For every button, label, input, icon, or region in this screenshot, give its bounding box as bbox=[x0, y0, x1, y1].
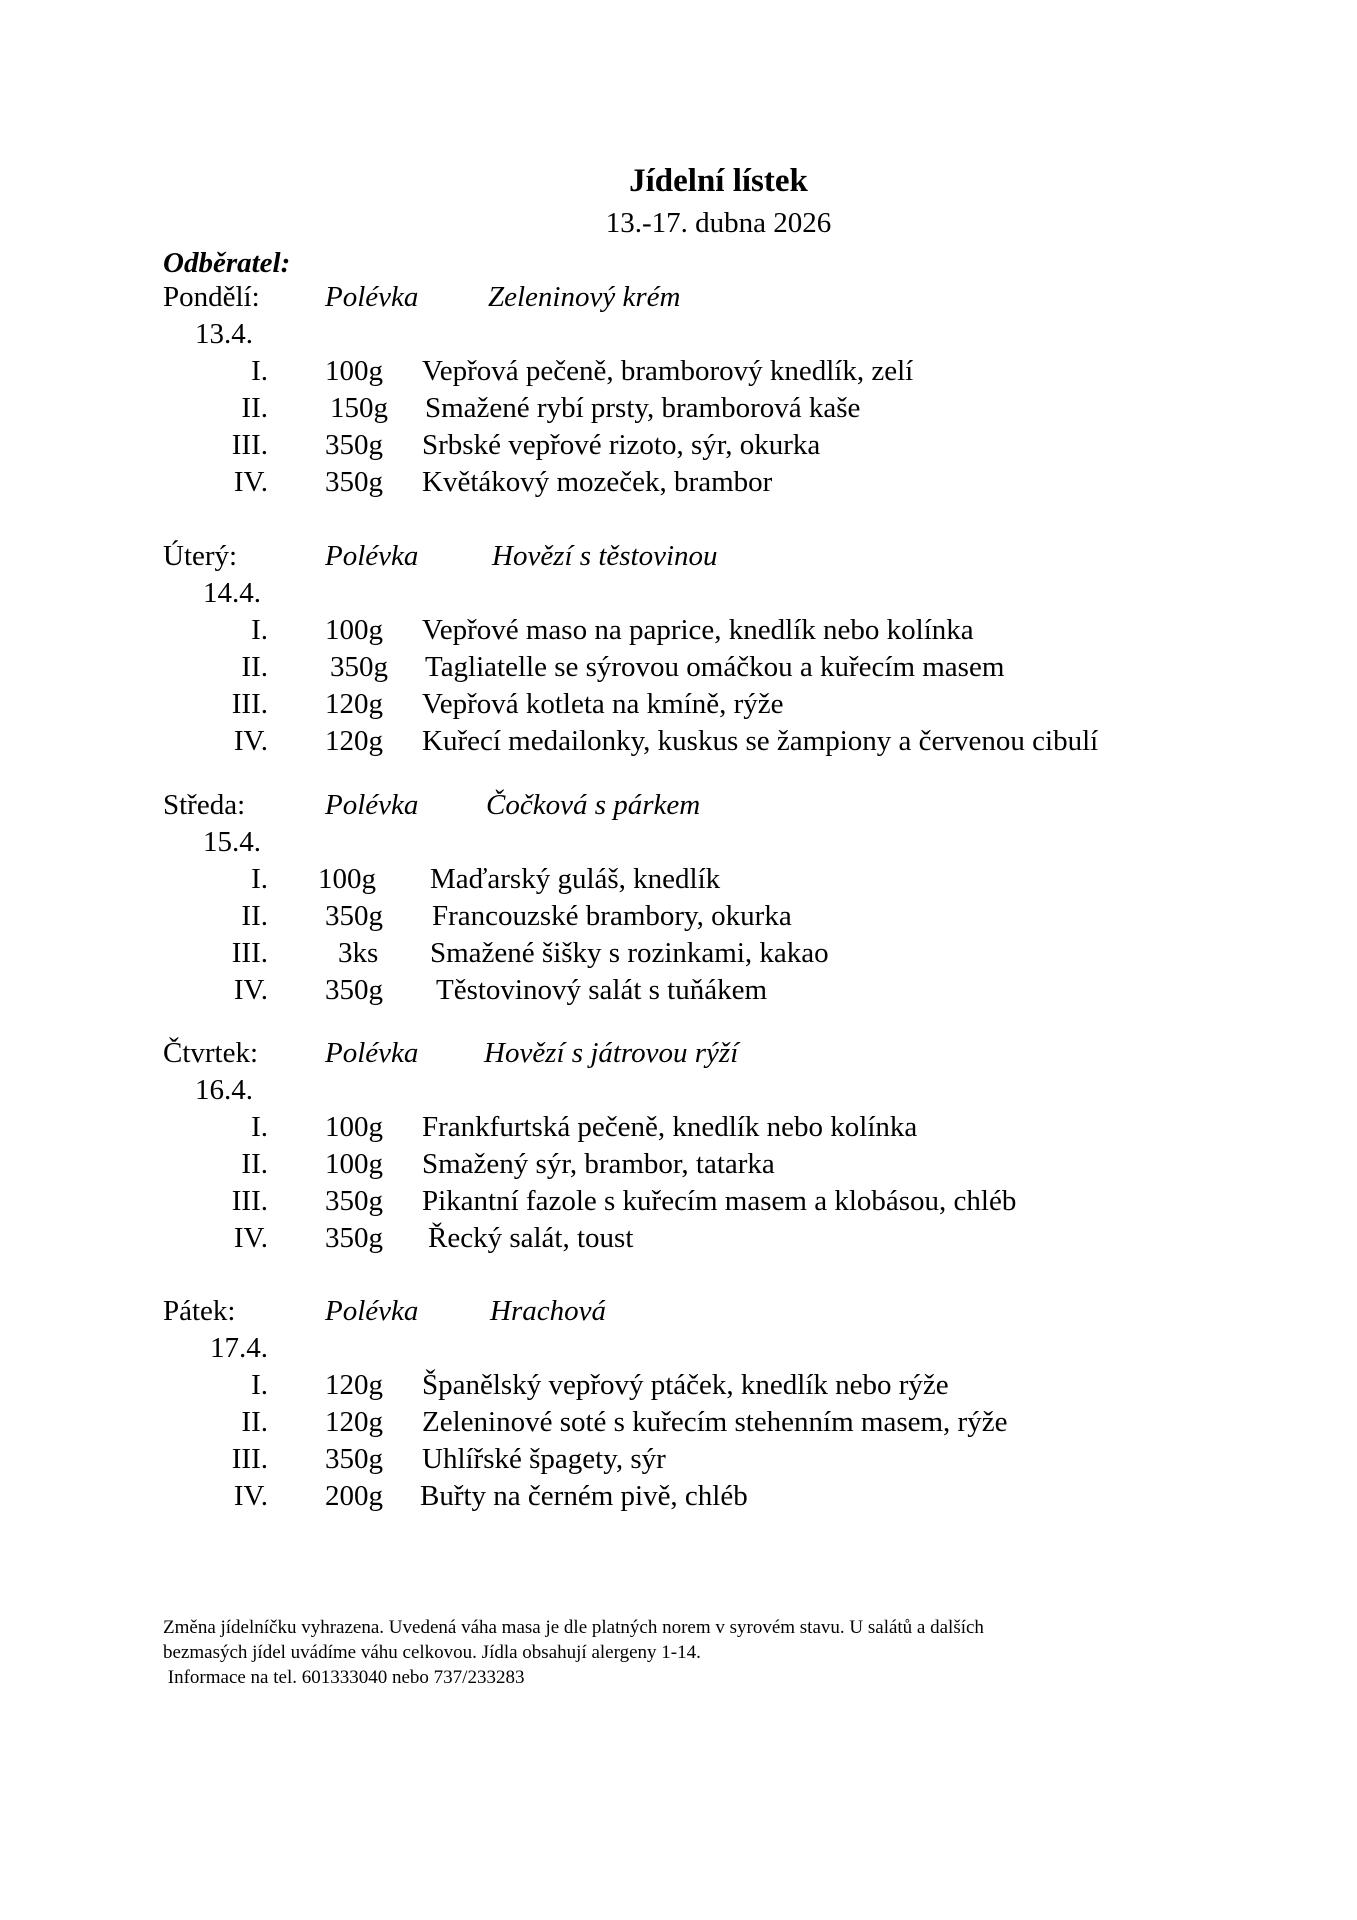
footer-note-line-2: bezmasých jídel uvádíme váhu celkovou. Jídla obsahují alergeny 1-14. bbox=[163, 1642, 701, 1663]
meal-number: IV. bbox=[233, 466, 268, 498]
day-name: Středa: bbox=[163, 789, 246, 821]
meal-portion: 120g bbox=[325, 688, 383, 720]
meal-portion: 3ks bbox=[338, 937, 379, 969]
meal-name: Smažené šišky s rozinkami, kakao bbox=[430, 937, 829, 969]
meal-name: Frankfurtská pečeně, knedlík nebo kolínka bbox=[422, 1111, 918, 1143]
meal-portion: 350g bbox=[325, 1185, 383, 1217]
day-name: Úterý: bbox=[163, 540, 238, 572]
meal-number: I. bbox=[251, 355, 268, 387]
footer-contact: Informace na tel. 601333040 nebo 737/233283 bbox=[163, 1667, 525, 1688]
day-date: 14.4. bbox=[203, 577, 261, 609]
meal-portion: 350g bbox=[325, 974, 383, 1006]
meal-name: Buřty na černém pivě, chléb bbox=[420, 1480, 748, 1512]
soup-name: Hrachová bbox=[490, 1295, 606, 1327]
customer-label: Odběratel: bbox=[163, 247, 291, 279]
meal-number: IV. bbox=[233, 725, 268, 757]
soup-label: Polévka bbox=[325, 789, 419, 821]
meal-portion: 350g bbox=[325, 466, 383, 498]
day-name: Čtvrtek: bbox=[163, 1037, 259, 1069]
meal-number: II. bbox=[241, 392, 268, 424]
meal-number: II. bbox=[241, 1406, 268, 1438]
meal-number: I. bbox=[251, 1111, 268, 1143]
meal-number: IV. bbox=[233, 1480, 268, 1512]
meal-name: Uhlířské špagety, sýr bbox=[422, 1443, 666, 1475]
meal-name: Smažený sýr, brambor, tatarka bbox=[422, 1148, 775, 1180]
meal-name: Těstovinový salát s tuňákem bbox=[436, 974, 768, 1006]
meal-number: III. bbox=[231, 1185, 268, 1217]
meal-portion: 120g bbox=[325, 1406, 383, 1438]
meal-name: Zeleninové soté s kuřecím stehenním masem, rýže bbox=[422, 1406, 1008, 1438]
meal-number: IV. bbox=[233, 1222, 268, 1254]
meal-name: Smažené rybí prsty, bramborová kaše bbox=[425, 392, 861, 424]
meal-portion: 100g bbox=[325, 1111, 383, 1143]
meal-name: Vepřové maso na paprice, knedlík nebo kolínka bbox=[422, 614, 974, 646]
meal-number: III. bbox=[231, 688, 268, 720]
meal-portion: 150g bbox=[330, 392, 388, 424]
meal-name: Kuřecí medailonky, kuskus se žampiony a červenou cibulí bbox=[422, 725, 1099, 757]
date-range: 13.-17. dubna 2026 bbox=[605, 207, 832, 239]
meal-portion: 100g bbox=[325, 614, 383, 646]
soup-label: Polévka bbox=[325, 1295, 419, 1327]
meal-portion: 350g bbox=[325, 429, 383, 461]
meal-portion: 350g bbox=[325, 900, 383, 932]
soup-label: Polévka bbox=[325, 1037, 419, 1069]
meal-number: I. bbox=[251, 1369, 268, 1401]
meal-number: I. bbox=[251, 614, 268, 646]
day-date: 17.4. bbox=[210, 1332, 268, 1364]
meal-portion: 100g bbox=[325, 355, 383, 387]
meal-name: Vepřová pečeně, bramborový knedlík, zelí bbox=[422, 355, 914, 387]
meal-portion: 120g bbox=[325, 1369, 383, 1401]
meal-number: II. bbox=[241, 900, 268, 932]
meal-name: Španělský vepřový ptáček, knedlík nebo rýže bbox=[422, 1369, 949, 1401]
soup-label: Polévka bbox=[325, 281, 419, 313]
meal-portion: 100g bbox=[318, 863, 376, 895]
meal-name: Srbské vepřové rizoto, sýr, okurka bbox=[422, 429, 821, 461]
meal-number: II. bbox=[241, 651, 268, 683]
meal-name: Francouzské brambory, okurka bbox=[432, 900, 792, 932]
meal-name: Řecký salát, toust bbox=[428, 1222, 634, 1254]
footer-note-line-1: Změna jídelníčku vyhrazena. Uvedená váha masa je dle platných norem v syrovém stavu. U salátů a dalších bbox=[163, 1617, 984, 1638]
meal-portion: 350g bbox=[325, 1222, 383, 1254]
meal-name: Květákový mozeček, brambor bbox=[422, 466, 773, 498]
meal-number: II. bbox=[241, 1148, 268, 1180]
page-title: Jídelní lístek bbox=[629, 163, 808, 199]
meal-number: III. bbox=[231, 1443, 268, 1475]
meal-number: III. bbox=[231, 429, 268, 461]
day-name: Pondělí: bbox=[163, 281, 260, 313]
meal-portion: 350g bbox=[325, 1443, 383, 1475]
meal-portion: 200g bbox=[325, 1480, 383, 1512]
soup-name: Hovězí s těstovinou bbox=[492, 540, 718, 572]
meal-name: Vepřová kotleta na kmíně, rýže bbox=[422, 688, 784, 720]
day-date: 15.4. bbox=[203, 826, 261, 858]
meal-name: Tagliatelle se sýrovou omáčkou a kuřecím masem bbox=[425, 651, 1005, 683]
meal-name: Maďarský guláš, knedlík bbox=[430, 863, 721, 895]
meal-portion: 100g bbox=[325, 1148, 383, 1180]
day-name: Pátek: bbox=[163, 1295, 236, 1327]
meal-number: IV. bbox=[233, 974, 268, 1006]
meal-number: I. bbox=[251, 863, 268, 895]
soup-name: Čočková s párkem bbox=[486, 789, 701, 821]
soup-name: Hovězí s játrovou rýží bbox=[484, 1037, 739, 1069]
meal-name: Pikantní fazole s kuřecím masem a klobásou, chléb bbox=[422, 1185, 1017, 1217]
day-date: 13.4. bbox=[195, 318, 253, 350]
soup-label: Polévka bbox=[325, 540, 419, 572]
meal-number: III. bbox=[231, 937, 268, 969]
meal-portion: 120g bbox=[325, 725, 383, 757]
day-date: 16.4. bbox=[195, 1074, 253, 1106]
soup-name: Zeleninový krém bbox=[488, 281, 681, 313]
meal-portion: 350g bbox=[330, 651, 388, 683]
